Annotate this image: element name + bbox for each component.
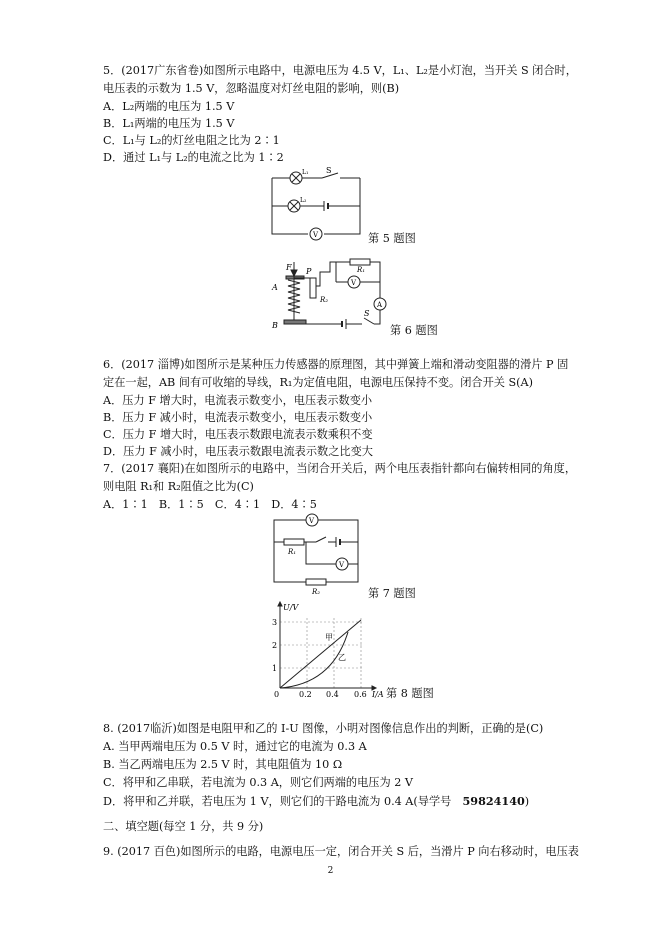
q6-voltmeter-label: V: [351, 279, 357, 287]
q6-option-b: B．压力 F 减小时，电流表示数变小，电压表示数变小: [103, 411, 373, 424]
q6-line1: 6．(2017 淄博)如图所示是某种压力传感器的原理图，其中弹簧上端和滑动变阻器的滑片 P 固: [103, 358, 569, 371]
q6-line2: 定在一起，AB 间有可收缩的导线，R₁为定值电阻，电源电压保持不变。闭合开关 S(A): [103, 376, 533, 389]
q6-label-p: P: [306, 267, 312, 276]
q8-graph: [272, 600, 392, 700]
q8-option-b: B. 当乙两端电压为 2.5 V 时，其电阻值为 10 Ω: [103, 758, 343, 771]
q8-label-jia: 甲: [325, 633, 333, 642]
q6-label-b: B: [272, 321, 278, 330]
q5-option-b: B．L₁两端的电压为 1.5 V: [103, 117, 235, 130]
q8-label-yi: 乙: [338, 653, 346, 662]
q5-line1: 5．(2017广东省卷)如图所示电路中，电源电压为 4.5 V，L₁、L₂是小灯泡，当开关 S 闭合时，: [103, 64, 577, 77]
q5-label-s: S: [326, 166, 332, 175]
q8-option-d: [103, 794, 529, 809]
q8-option-d-end: ): [524, 795, 530, 808]
q5-option-c: C．L₁与 L₂的灯丝电阻之比为 2∶1: [103, 134, 280, 147]
q6-label-s: S: [364, 309, 370, 318]
q6-label-r2: R₂: [320, 296, 329, 304]
q8-guide-code: 59824140: [462, 794, 525, 808]
q5-caption: 第 5 题图: [368, 232, 416, 245]
q8-origin: 0: [274, 690, 280, 699]
q8-xtick-02: 0.2: [299, 690, 312, 699]
q8-line1: 8. (2017临沂)如图是电阻甲和乙的 I-U 图像，小明对图像信息作出的判断，正确的是(C): [103, 722, 544, 735]
q7-voltmeter-top-label: V: [309, 517, 315, 525]
q8-xlabel: I/A: [372, 690, 384, 699]
q5-label-l2: L₂: [300, 197, 307, 204]
page-number: 2: [327, 866, 334, 876]
q8-xtick-06: 0.6: [354, 690, 367, 699]
q6-option-c: C．压力 F 增大时，电压表示数跟电流表示数乘积不变: [103, 428, 373, 441]
q5-label-l1: L₁: [302, 169, 309, 176]
q6-option-a: A．压力 F 增大时，电流表示数变小，电压表示数变小: [103, 394, 373, 407]
q8-ylabel: U/V: [283, 603, 299, 612]
q6-caption: 第 6 题图: [390, 324, 438, 337]
q5-voltmeter-label: V: [313, 231, 319, 239]
q6-circuit-figure: [264, 250, 404, 335]
q7-line1: 7．(2017 襄阳)在如图所示的电路中，当闭合开关后，两个电压表指针都向右偏转相同的角度，: [103, 462, 577, 475]
q6-label-r1: R₁: [357, 266, 366, 274]
q7-caption: 第 7 题图: [368, 587, 416, 600]
q5-option-d: D．通过 L₁与 L₂的电流之比为 1∶2: [103, 151, 284, 164]
q8-option-c: C．将甲和乙串联，若电流为 0.3 A，则它们两端的电压为 2 V: [103, 776, 413, 789]
q8-xtick-04: 0.4: [326, 690, 339, 699]
q6-option-d: D．压力 F 减小时，电压表示数跟电流表示数之比变大: [103, 445, 373, 458]
section-fill-in-heading: 二、填空题(每空 1 分，共 9 分): [103, 820, 264, 833]
q8-option-d-text: D．将甲和乙并联，若电压为 1 V，则它们的干路电流为 0.4 A(导学号: [103, 795, 463, 808]
q5-option-a: A．L₂两端的电压为 1.5 V: [103, 100, 235, 113]
q6-label-a: A: [272, 283, 278, 292]
q9-line1: 9. (2017 百色)如图所示的电路，电源电压一定，闭合开关 S 后，当滑片 P 向右移动时，电压表: [103, 845, 579, 858]
q7-circuit-figure: [266, 512, 371, 597]
q6-ammeter-label: A: [377, 301, 383, 309]
q8-option-a: A. 当甲两端电压为 0.5 V 时，通过它的电流为 0.3 A: [103, 740, 367, 753]
q7-options: A．1∶1 B．1∶5 C．4∶1 D．4∶5: [103, 498, 317, 511]
q7-label-r1: R₁: [288, 548, 297, 556]
q8-caption: 第 8 题图: [386, 687, 434, 700]
q6-label-f: F: [286, 263, 292, 272]
q5-line2: 电压表的示数为 1.5 V，忽略温度对灯丝电阻的影响，则(B): [103, 82, 400, 95]
q7-line2: 则电阻 R₁和 R₂阻值之比为(C): [103, 480, 254, 493]
q8-ytick-3: 3: [272, 618, 278, 627]
q8-ytick-1: 1: [272, 664, 278, 673]
q7-label-r2: R₂: [312, 588, 321, 596]
q8-ytick-2: 2: [272, 641, 278, 650]
q5-circuit-figure: [262, 168, 372, 243]
q7-voltmeter-bottom-label: V: [339, 561, 345, 569]
